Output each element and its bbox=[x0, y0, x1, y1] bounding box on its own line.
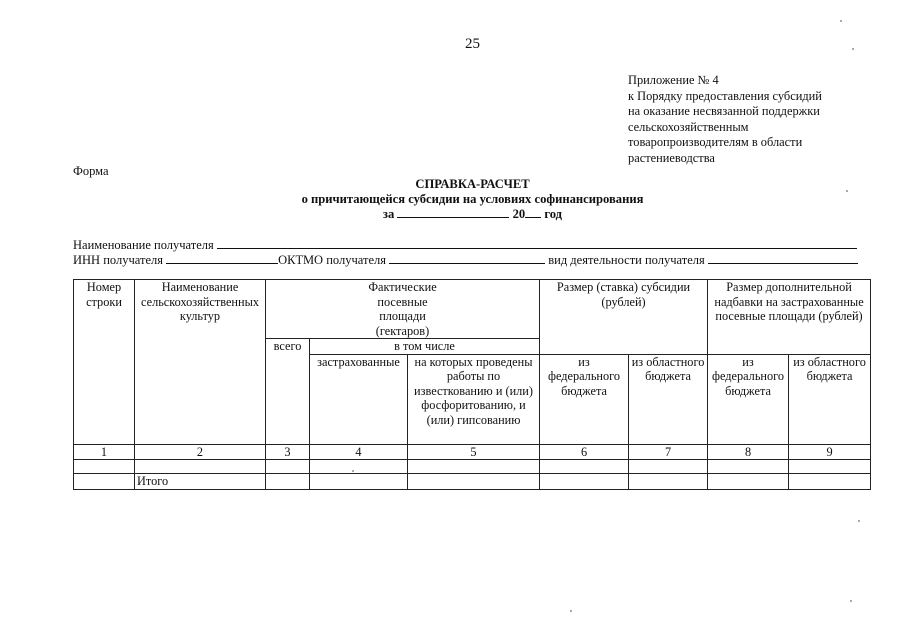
header-line-number: Номер строки bbox=[74, 280, 135, 445]
form-label: Форма bbox=[73, 164, 109, 178]
total-row bbox=[74, 474, 871, 490]
scan-speck bbox=[858, 520, 860, 522]
header-actual-area: Фактические посевные площади (гектаров) bbox=[266, 280, 540, 339]
header-federal-bonus: из федерального бюджета bbox=[708, 354, 789, 444]
recipient-name-label: Наименование получателя bbox=[73, 238, 214, 252]
appendix-line: товаропроизводителям в области bbox=[628, 135, 803, 150]
table-cell bbox=[789, 460, 871, 474]
column-number: 2 bbox=[135, 444, 266, 460]
table-cell bbox=[74, 460, 135, 474]
oktmo-blank bbox=[389, 252, 545, 264]
table-cell bbox=[708, 474, 789, 490]
scan-speck bbox=[846, 190, 848, 192]
inn-label: ИНН получателя bbox=[73, 253, 163, 267]
scan-speck bbox=[852, 48, 854, 50]
header-including: в том числе bbox=[310, 339, 540, 355]
table-cell bbox=[789, 474, 871, 490]
activity-label: вид деятельности получателя bbox=[548, 253, 705, 267]
column-number: 4 bbox=[310, 444, 408, 460]
header-federal-subsidy: из федерального бюджета bbox=[540, 354, 629, 444]
table-cell bbox=[266, 460, 310, 474]
table-cell bbox=[74, 474, 135, 490]
appendix-note bbox=[628, 73, 868, 167]
scan-speck bbox=[570, 610, 572, 612]
column-number: 5 bbox=[408, 444, 540, 460]
table-cell bbox=[540, 474, 629, 490]
table-cell bbox=[310, 460, 408, 474]
header-subsidy-rate: Размер (ставка) субсидии (рублей) bbox=[540, 280, 708, 355]
appendix-line: сельскохозяйственным bbox=[628, 119, 749, 134]
activity-blank bbox=[708, 252, 858, 264]
column-number: 3 bbox=[266, 444, 310, 460]
year-blank bbox=[525, 206, 541, 218]
column-number: 9 bbox=[789, 444, 871, 460]
header-insured: застрахованные bbox=[310, 354, 408, 444]
title-main: СПРАВКА-РАСЧЕТ bbox=[415, 177, 530, 191]
blank-row bbox=[74, 460, 871, 474]
appendix-line: к Порядку предоставления субсидий bbox=[628, 88, 822, 103]
header-extra-bonus: Размер дополнительной надбавки на застрахованные посевные площади (рублей) bbox=[708, 280, 871, 355]
column-number: 8 bbox=[708, 444, 789, 460]
header-total: всего bbox=[266, 339, 310, 445]
header-regional-subsidy: из областного бюджета bbox=[629, 354, 708, 444]
table-cell bbox=[540, 460, 629, 474]
total-label: Итого bbox=[135, 474, 266, 490]
appendix-line: Приложение № 4 bbox=[628, 73, 719, 87]
page-number: 25 bbox=[465, 36, 480, 52]
inn-oktmo-line bbox=[73, 252, 858, 268]
table-cell bbox=[629, 474, 708, 490]
calculation-table bbox=[73, 279, 871, 490]
appendix-line: на оказание несвязанной поддержки bbox=[628, 104, 820, 119]
table-cell bbox=[310, 474, 408, 490]
column-number: 1 bbox=[74, 444, 135, 460]
table-cell bbox=[135, 460, 266, 474]
recipient-name-blank bbox=[217, 237, 857, 249]
title-period: за 20 год bbox=[382, 207, 563, 221]
header-regional-bonus: из областного бюджета bbox=[789, 354, 871, 444]
scan-speck bbox=[352, 470, 354, 472]
scan-speck bbox=[850, 600, 852, 602]
table-cell bbox=[266, 474, 310, 490]
inn-blank bbox=[166, 252, 278, 264]
column-number: 6 bbox=[540, 444, 629, 460]
oktmo-label: ОКТМО получателя bbox=[278, 253, 386, 267]
appendix-line: растениеводства bbox=[628, 150, 715, 165]
table-cell bbox=[629, 460, 708, 474]
column-number-row bbox=[74, 444, 871, 460]
table-cell bbox=[708, 460, 789, 474]
title-subtitle: о причитающейся субсидии на условиях софинансирования bbox=[301, 191, 644, 206]
header-crop-name: Наименование сельскохозяйственных культур bbox=[135, 280, 266, 445]
header-liming: на которых проведены работы по известкованию и (или) фосфоритованию, и (или) гипсованию bbox=[408, 354, 540, 444]
recipient-name-line bbox=[73, 237, 857, 253]
table-cell bbox=[408, 474, 540, 490]
period-blank bbox=[397, 206, 509, 218]
scan-speck bbox=[840, 20, 842, 22]
table-cell bbox=[408, 460, 540, 474]
document-title bbox=[0, 177, 905, 222]
column-number: 7 bbox=[629, 444, 708, 460]
